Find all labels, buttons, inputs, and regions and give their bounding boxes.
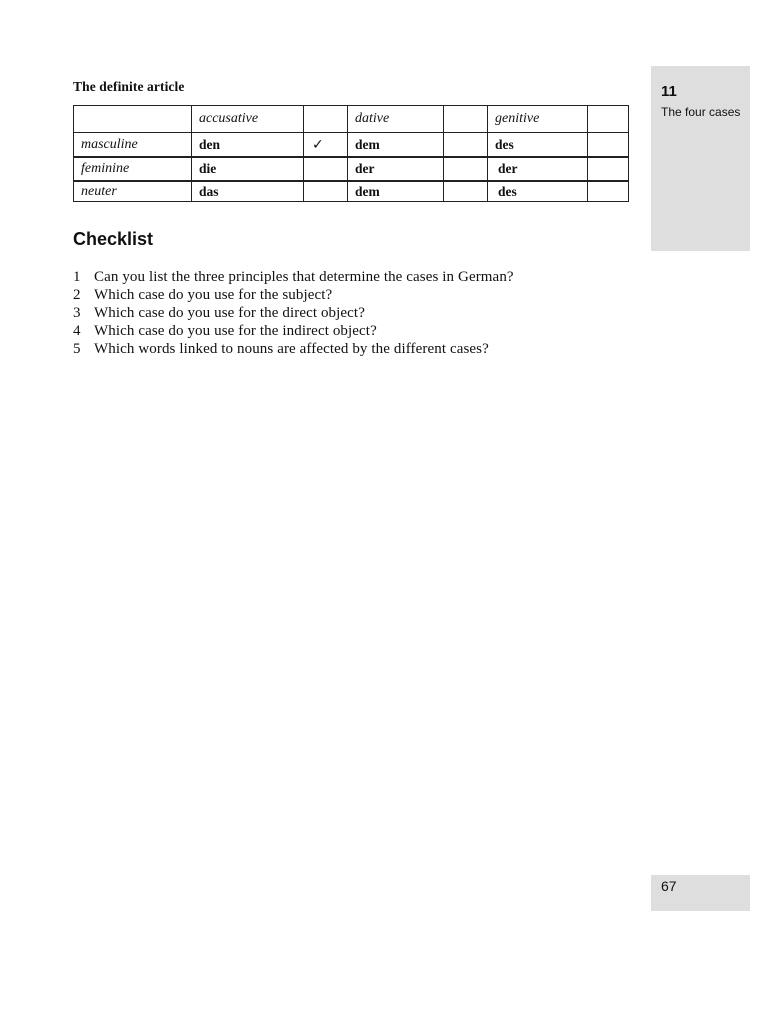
cell-mark: [304, 157, 348, 181]
cell-accusative: den: [192, 133, 304, 158]
cell-spacer: [588, 133, 629, 158]
cell-spacer: [444, 157, 488, 181]
header-cell-spacer: [588, 106, 629, 133]
item-number: 5: [73, 341, 81, 357]
table-row: [74, 157, 629, 181]
chapter-title: The four cases: [661, 105, 741, 119]
item-number: 4: [73, 323, 81, 339]
cell-genitive: des: [488, 133, 588, 158]
page-number: 67: [661, 878, 677, 894]
header-cell-spacer: [444, 106, 488, 133]
cell-accusative: das: [192, 181, 304, 202]
row-label-feminine: feminine: [74, 157, 192, 181]
cell-spacer: [444, 181, 488, 202]
item-number: 2: [73, 287, 81, 303]
list-item: [73, 268, 514, 286]
item-text: Which case do you use for the direct object?: [94, 305, 365, 321]
page-number-box: [651, 875, 750, 911]
cell-spacer: [588, 181, 629, 202]
item-number: 3: [73, 305, 81, 321]
chapter-side-tab: [651, 66, 750, 251]
list-item: [73, 322, 514, 340]
cell-dative: dem: [348, 181, 444, 202]
header-genitive: genitive: [488, 106, 588, 133]
checklist: [73, 268, 514, 358]
table-row: [74, 133, 629, 158]
header-dative: dative: [348, 106, 444, 133]
checklist-title: Checklist: [73, 229, 154, 249]
table-header-row: [74, 106, 629, 133]
definite-article-table: [73, 105, 629, 202]
cell-mark: [304, 181, 348, 202]
item-text: Which case do you use for the subject?: [94, 287, 333, 303]
cell-genitive: der: [488, 157, 588, 181]
item-text: Which words linked to nouns are affected by the different cases?: [94, 341, 489, 357]
item-number: 1: [73, 269, 81, 285]
item-text: Which case do you use for the indirect object?: [94, 323, 377, 339]
table-heading: The definite article: [73, 79, 185, 94]
cell-spacer: [444, 133, 488, 158]
chapter-number: 11: [661, 83, 677, 100]
list-item: [73, 340, 514, 358]
table-row: [74, 181, 629, 202]
list-item: [73, 286, 514, 304]
item-text: Can you list the three principles that determine the cases in German?: [94, 269, 514, 285]
cell-dative: dem: [348, 133, 444, 158]
row-label-masculine: masculine: [74, 133, 192, 158]
checkmark-icon: ✓: [304, 133, 348, 158]
cell-spacer: [588, 157, 629, 181]
list-item: [73, 304, 514, 322]
cell-accusative: die: [192, 157, 304, 181]
row-label-neuter: neuter: [74, 181, 192, 202]
cell-dative: der: [348, 157, 444, 181]
header-cell-empty: [74, 106, 192, 133]
header-accusative: accusative: [192, 106, 304, 133]
header-cell-spacer: [304, 106, 348, 133]
cell-genitive: des: [488, 181, 588, 202]
